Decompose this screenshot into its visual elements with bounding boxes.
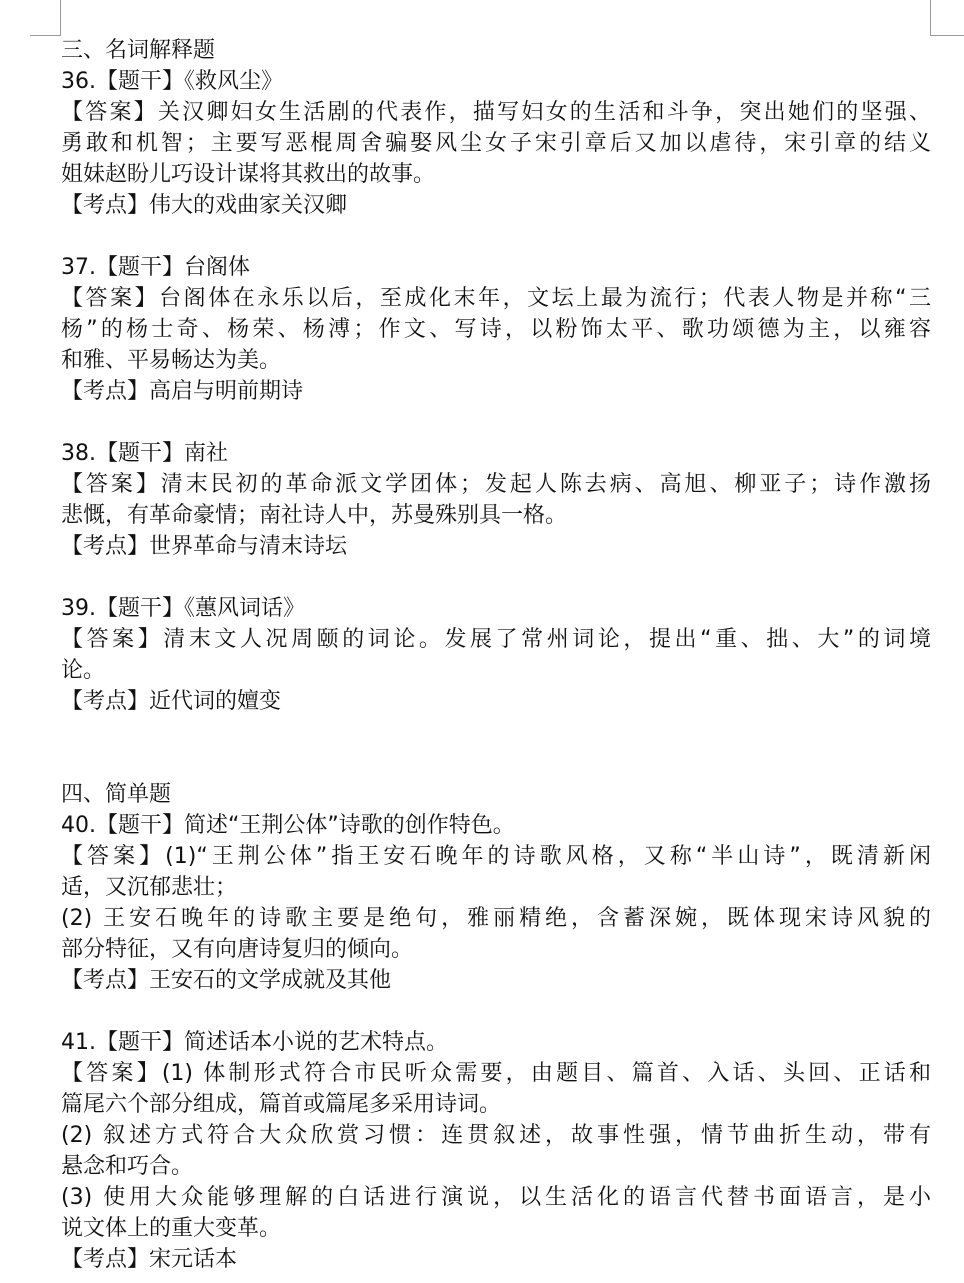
question-41-answer: (3) 使用大众能够理解的白话进行演说，以生活化的语言代替书面语言，是小 xyxy=(61,1185,931,1210)
question-40-answer: (2) 王安石晚年的诗歌主要是绝句，雅丽精绝，含蓄深婉，既体现宋诗风貌的 xyxy=(61,906,931,931)
question-37-stem: 37.【题干】台阁体 xyxy=(61,255,250,280)
question-41-answer: 篇尾六个部分组成，篇首或篇尾多采用诗词。 xyxy=(61,1092,502,1117)
question-40-stem: 40.【题干】简述“王荆公体”诗歌的创作特色。 xyxy=(61,813,515,838)
question-36-answer: 【答案】关汉卿妇女生活剧的代表作，描写妇女的生活和斗争，突出她们的坚强、 xyxy=(61,100,931,125)
spacer xyxy=(61,717,931,779)
page-corner-mark-right xyxy=(930,0,964,36)
question-37-answer: 【答案】台阁体在永乐以后，至成化末年，文坛上最为流行；代表人物是并称“三 xyxy=(61,286,931,311)
question-37-point: 【考点】高启与明前期诗 xyxy=(61,379,304,404)
section-heading-terms: 三、名词解释题 xyxy=(61,38,216,63)
question-39-point: 【考点】近代词的嬗变 xyxy=(61,689,282,714)
question-38-answer: 【答案】清末民初的革命派文学团体；发起人陈去病、高旭、柳亚子；诗作激扬 xyxy=(61,472,931,497)
question-39-answer: 论。 xyxy=(61,658,106,683)
question-41-answer: (2) 叙述方式符合大众欣赏习惯：连贯叙述，故事性强，情节曲折生动，带有 xyxy=(61,1123,931,1148)
question-36-answer: 姐妹赵盼儿巧设计谋将其救出的故事。 xyxy=(61,162,436,187)
page-corner-mark-left xyxy=(30,0,61,36)
spacer xyxy=(61,996,931,1027)
question-40-point: 【考点】王安石的文学成就及其他 xyxy=(61,968,392,993)
question-39-answer: 【答案】清末文人况周颐的词论。发展了常州词论，提出“重、拙、大”的词境 xyxy=(61,627,931,652)
question-36-stem: 36.【题干】《救风尘》 xyxy=(61,69,283,94)
question-37-answer: 和雅、平易畅达为美。 xyxy=(61,348,282,373)
question-36-point: 【考点】伟大的戏曲家关汉卿 xyxy=(61,193,348,218)
spacer xyxy=(61,562,931,593)
spacer xyxy=(61,221,931,252)
question-38-stem: 38.【题干】南社 xyxy=(61,441,228,466)
question-41-answer: 【答案】(1) 体制形式符合市民听众需要，由题目、篇首、入话、头回、正话和 xyxy=(61,1061,931,1086)
question-38-point: 【考点】世界革命与清末诗坛 xyxy=(61,534,348,559)
section-heading-short-answer: 四、简单题 xyxy=(61,782,172,807)
question-41-stem: 41.【题干】简述话本小说的艺术特点。 xyxy=(61,1030,448,1055)
document-body xyxy=(61,35,931,1275)
question-38-answer: 悲慨，有革命豪情；南社诗人中，苏曼殊别具一格。 xyxy=(61,503,568,528)
question-39-stem: 39.【题干】《蕙风词话》 xyxy=(61,596,305,621)
question-37-answer: 杨”的杨士奇、杨荣、杨溥；作文、写诗，以粉饰太平、歌功颂德为主，以雍容 xyxy=(61,317,931,342)
question-41-answer: 说文体上的重大变革。 xyxy=(61,1216,282,1241)
question-40-answer: 【答案】(1)“王荆公体”指王安石晚年的诗歌风格，又称“半山诗”，既清新闲 xyxy=(61,844,931,869)
spacer xyxy=(61,407,931,438)
question-40-answer: 部分特征，又有向唐诗复归的倾向。 xyxy=(61,937,414,962)
question-41-answer: 悬念和巧合。 xyxy=(61,1154,194,1179)
question-40-answer: 适，又沉郁悲壮； xyxy=(61,875,238,900)
question-36-answer: 勇敢和机智；主要写恶棍周舍骗娶风尘女子宋引章后又加以虐待，宋引章的结义 xyxy=(61,131,931,156)
question-41-point: 【考点】宋元话本 xyxy=(61,1247,238,1272)
